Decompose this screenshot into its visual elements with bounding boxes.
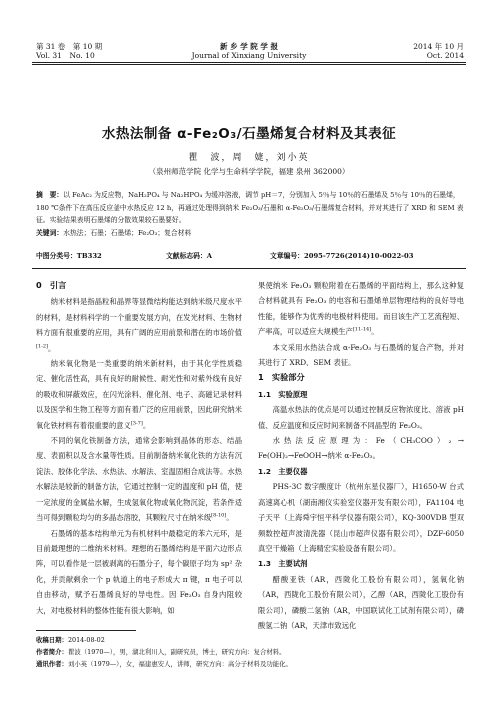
classification-line bbox=[36, 252, 464, 261]
volume-issue-en: Vol. 31 No. 10 bbox=[36, 51, 95, 60]
clc-number: 中图分类号：TB332 bbox=[36, 252, 102, 260]
author-affiliation: （泉州师范学院 化学与生命科学学院，福建 泉州 362000） bbox=[148, 167, 350, 176]
issue-date-en: Oct. 2014 bbox=[426, 51, 464, 60]
intro-paragraph-4: 石墨烯的基本结构单元为有机材料中最稳定的苯六元环，是目前最理想的二维纳米材料。理想的石墨烯结构是平面六边形点阵，可以看作是一层被剥离的石墨分子，每个碳原子均为 sp² 杂化，并贡献剩余一个 p 轨道上的电子形成大 π 键，π 电子可以自由移动，赋予石墨烯良好的导电性。因 Fe₂O₃ 自身内阻较大，对电极材料的整体性能有很大影响，如 bbox=[36, 528, 242, 615]
intro-paragraph-5: 本文采用水热法合成 α-Fe₂O₃ 与石墨烯的复合产物，并对其进行了 XRD、SEM 表征。 bbox=[258, 342, 464, 368]
issue-date-cn: 2014 年 10 月 bbox=[413, 42, 464, 51]
footnote-corresponding-author: 通讯作者：刘小英（1979—），女，福建惠安人，讲师，研究方向：高分子材料及功能化。 bbox=[36, 660, 292, 668]
keywords-text: 水热法；石墨；石墨烯；Fe₂O₃；复合材料 bbox=[63, 228, 192, 237]
instruments-paragraph: PHS-3C 数字酸度计（杭州东星仪器厂），H1650-W 台式高速离心机（湖南湘仪实验室仪器开发有限公司），FA1104 电子天平（上海舜宇恒平科学仪器有限公司），KQ-300VDB 型双频数控超声波清洗器（昆山市超声仪器有限公司），DZF-6050 真空干燥箱（上海精宏实验设备有限公司）。 bbox=[258, 482, 464, 553]
document-code: 文献标志码：A bbox=[166, 252, 213, 260]
principle-paragraph-2: 水热法反应原理为：Fe（CH₃COO）₂ → Fe(OH)₂→FeOOH→纳米 α-Fe₂O₃。 bbox=[258, 436, 464, 461]
volume-issue-cn: 第 31 卷 第 10 期 bbox=[36, 42, 103, 51]
abstract-block bbox=[36, 189, 464, 239]
abstract-text: 以 FeAc₂ 为反应物，NaH₂PO₄ 与 Na₂HPO₄ 为缓冲溶液，调节 pH＝7，分别加入 5％与 10％的石墨烯及 5％与 10％的石墨烯，180 ℃条件下在高压反应釜中水热反应 12 h，再通过处理得到纳米 Fe₂O₃/石墨和 α-Fe₂O₃/石墨烯复合材料，并对其进行了 XRD 和 SEM 表征。实验结果表明石墨烯的分散效果较石墨要好。 bbox=[36, 191, 464, 224]
header-rule bbox=[32, 62, 466, 63]
intro-paragraph-1: 纳米材料是指晶粒和晶界等显微结构能达到纳米级尺度水平的材料，是材料科学的一个重要发展方向，在发光材料、生物材料方面有很重要的应用，具有广阔的应用前景和潜在的市场价值[1-2]。 bbox=[36, 297, 242, 353]
principle-paragraph-1: 高温水热法的优点是可以通过控制反应物浓度比、溶液 pH 值、反应温度和反应时间来制备不同晶型的 Fe₂O₃。 bbox=[258, 405, 464, 430]
article-title: 水热法制备 α-Fe₂O₃/石墨烯复合材料及其表征 bbox=[101, 126, 397, 142]
footnote-author-bio: 作者简介：瞿波（1970—），男，湖北利川人，副研究员，博士，研究方向：复合材料。 bbox=[36, 648, 286, 656]
reagents-paragraph: 醋酸亚铁（AR，西陇化工股份有限公司），氢氧化钠（AR，西陇化工股份有限公司），乙醇（AR，西陇化工股份有限公司），磷酸二氢钠（AR，中国联试化工试剂有限公司），磷酸氢二钠（AR，天津市致远化 bbox=[258, 574, 464, 630]
subsection-heading-reagents: 1.3 主要试剂 bbox=[258, 559, 308, 569]
article-number: 文章编号：2095-7726(2014)10-0022-03 bbox=[270, 252, 414, 260]
journal-name-en: Journal of Xinxiang University bbox=[191, 51, 307, 60]
header-rule-thin bbox=[32, 64, 466, 65]
journal-name-cn: 新 乡 学 院 学 报 bbox=[219, 42, 279, 51]
abstract-label: 摘 要： bbox=[36, 191, 64, 199]
section-heading-intro: 0 引言 bbox=[36, 280, 67, 290]
article-authors: 瞿 波，周 婕，刘小英 bbox=[188, 153, 310, 163]
footnote-rule bbox=[36, 630, 136, 631]
footnote-received: 收稿日期：2014-08-02 bbox=[36, 636, 105, 644]
section-heading-experiment: 1 实验部分 bbox=[258, 372, 305, 383]
subsection-heading-principle: 1.1 实验原理 bbox=[258, 389, 308, 399]
left-column bbox=[36, 278, 242, 618]
subsection-heading-instruments: 1.2 主要仪器 bbox=[258, 466, 308, 476]
right-column bbox=[258, 278, 464, 633]
abstract-rule bbox=[32, 268, 466, 269]
intro-paragraph-3: 不同的氧化铁制备方法，通常会影响到晶体的形态、结晶度、表面积以及含水量等性质。目前制备纳米氧化铁的方法有沉淀法、胶体化学法、水热法、水解法、室温固相合成法等。水热水解法是较新的制备方法，它通过控制一定的温度和 pH 值，使一定浓度的金属盐水解，生成氢氧化物或氧化物沉淀，若条件适当可得到颗粒均匀的多晶态溶胶，其颗粒尺寸在纳米级[8-10]。 bbox=[36, 436, 242, 523]
keywords-label: 关键词： bbox=[36, 228, 64, 237]
intro-paragraph-2: 纳米氧化物是一类重要的纳米新材料，由于其化学性质稳定、催化活性高，具有良好的耐候性、耐光性和对紫外线有良好的吸收和屏蔽效应，在闪光涂料、催化剂、电子、高磁记录材料以及医学和生物工程等方面有着广泛的应用前景，因此研究纳米氧化铁材料有着很重要的意义[3-7]。 bbox=[36, 359, 242, 430]
intro-paragraph-4-cont: 果使纳米 Fe₂O₃ 颗粒附着在石墨烯的平面结构上，那么这种复合材料就具有 Fe₂O₃ 的电容和石墨烯单层物理结构的良好导电性能，能够作为优秀的电极材料使用。而目该生产工艺流程短、产率高，可以适应大规模生产[11-14]。 bbox=[258, 281, 464, 337]
